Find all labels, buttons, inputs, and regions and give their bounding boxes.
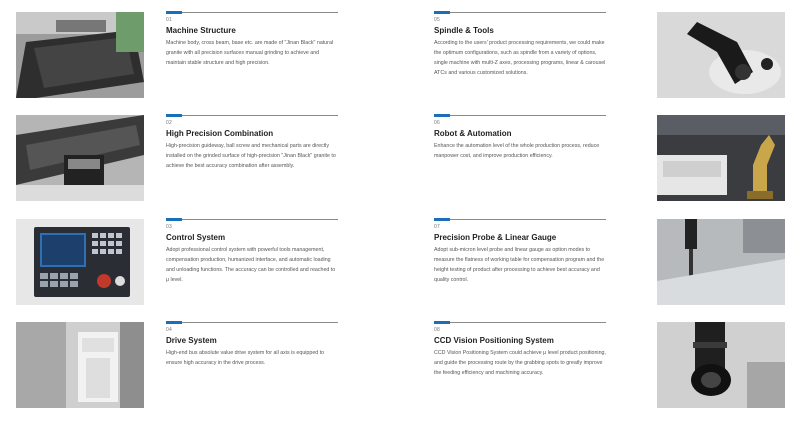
machine-structure-image bbox=[16, 12, 144, 98]
feature-title: Spindle & Tools bbox=[434, 26, 494, 35]
feature-title: Machine Structure bbox=[166, 26, 236, 35]
feature-description: Adopt professional control system with powerful tools management, compensation production, humanized interface, and automatic loading and unloading functions. The accuracy can be controlled and reached to μ level. bbox=[166, 247, 336, 283]
feature-description: CCD Vision Positioning System could achieve μ level product positioning, and guide the processing route by the grabbing spots to greatly improve the feeding efficiency and machining accuracy. bbox=[434, 350, 606, 376]
section-divider bbox=[166, 12, 338, 13]
feature-number: 05 bbox=[434, 17, 440, 23]
feature-title: High Precision Combination bbox=[166, 129, 274, 138]
feature-title: Precision Probe & Linear Gauge bbox=[434, 233, 557, 242]
precision-probe-image bbox=[657, 219, 785, 305]
feature-number: 06 bbox=[434, 120, 440, 126]
feature-card-robot-automation bbox=[434, 115, 606, 161]
feature-number: 03 bbox=[166, 224, 172, 230]
feature-description: Machine body, cross beam, base etc. are made of "Jinan Black" natural granite with all precision surfaces manual grinding to achieve and maintain stable structure and high precision. bbox=[166, 40, 334, 66]
high-precision-combination-image bbox=[16, 115, 144, 201]
feature-description: According to the users' product processing requirements, we could make the optimum configurations, such as spindle from a variety of options, single machine with multi-Z axes, processing programs, linear & carousel ATCs and various customized solutions. bbox=[434, 40, 606, 76]
feature-card-ccd-vision bbox=[434, 322, 606, 378]
ccd-vision-image bbox=[657, 322, 785, 408]
feature-number: 08 bbox=[434, 327, 440, 333]
robot-automation-image bbox=[657, 115, 785, 201]
feature-description: High-precision guideway, ball screw and mechanical parts are directly installed on the grinded surface of high-precision "Jinan Black" granite to achieve the best accuracy combination after assembly. bbox=[166, 143, 336, 169]
feature-title: Robot & Automation bbox=[434, 129, 512, 138]
feature-card-high-precision-combination bbox=[166, 115, 338, 171]
section-divider bbox=[434, 219, 606, 220]
feature-number: 04 bbox=[166, 327, 172, 333]
feature-number: 07 bbox=[434, 224, 440, 230]
section-divider bbox=[166, 115, 338, 116]
control-system-image bbox=[16, 219, 144, 305]
feature-title: Control System bbox=[166, 233, 226, 242]
feature-number: 02 bbox=[166, 120, 172, 126]
feature-description: High-end bus absolute value drive system for all axis is equipped to ensure high accuracy in the drive process. bbox=[166, 350, 325, 366]
feature-card-precision-probe bbox=[434, 219, 606, 285]
feature-card-spindle-tools bbox=[434, 12, 606, 78]
section-divider bbox=[166, 219, 338, 220]
feature-description: Enhance the automation level of the whole production process, reduce manpower cost, and improve production efficiency. bbox=[434, 143, 600, 159]
feature-card-machine-structure bbox=[166, 12, 338, 68]
section-divider bbox=[166, 322, 338, 323]
feature-card-drive-system bbox=[166, 322, 338, 368]
section-divider bbox=[434, 322, 606, 323]
feature-description: Adopt sub-micron level probe and linear gauge as option modes to measure the flatness of working table for compensation program and the height testing of product after processing to achieve best accuracy and quality control. bbox=[434, 247, 605, 283]
feature-number: 01 bbox=[166, 17, 172, 23]
feature-card-control-system bbox=[166, 219, 338, 285]
spindle-tools-image bbox=[657, 12, 785, 98]
section-divider bbox=[434, 12, 606, 13]
feature-title: CCD Vision Positioning System bbox=[434, 336, 554, 345]
section-divider bbox=[434, 115, 606, 116]
feature-title: Drive System bbox=[166, 336, 217, 345]
drive-system-image bbox=[16, 322, 144, 408]
